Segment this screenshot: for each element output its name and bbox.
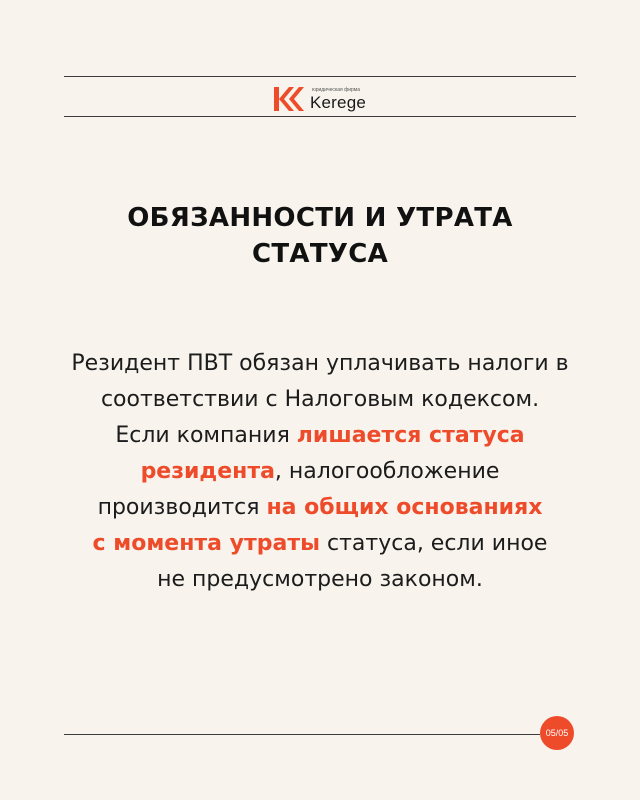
header-bottom-divider [64,116,576,117]
page-indicator-badge: 05/05 [540,716,574,750]
highlight-from-moment-of-loss: с момента утраты [92,531,321,556]
body-line-6-text: статуса, если иное [320,531,548,556]
brand-text [310,88,366,111]
body-line-7: не предусмотрено законом. [157,567,483,592]
body-line-5-text: производится [97,495,267,520]
body-line-2: соответствии с Налоговым кодексом. [100,387,540,412]
slide-title-line-1: ОБЯЗАННОСТИ И УТРАТА [127,203,513,233]
footer-divider [64,734,540,735]
slide-title [60,200,580,272]
header-top-divider [64,76,576,77]
brand-logo [0,84,640,114]
double-chevron-k-logo-icon [274,86,304,112]
body-line-4-text: , налогообложение [274,459,500,484]
highlight-general-grounds: на общих основаниях [266,495,543,520]
brand-name: Kerege [309,92,367,112]
highlight-resident: резидента [140,459,275,484]
slide-body-text [50,346,590,598]
slide-title-line-2: СТАТУСА [251,239,389,269]
brand-tagline: юридическая фирма [311,86,360,93]
body-line-3-text: Если компания [115,423,297,448]
highlight-loses-status: лишается статуса [296,423,525,448]
body-line-1: Резидент ПВТ обязан уплачивать налоги в [71,351,569,376]
